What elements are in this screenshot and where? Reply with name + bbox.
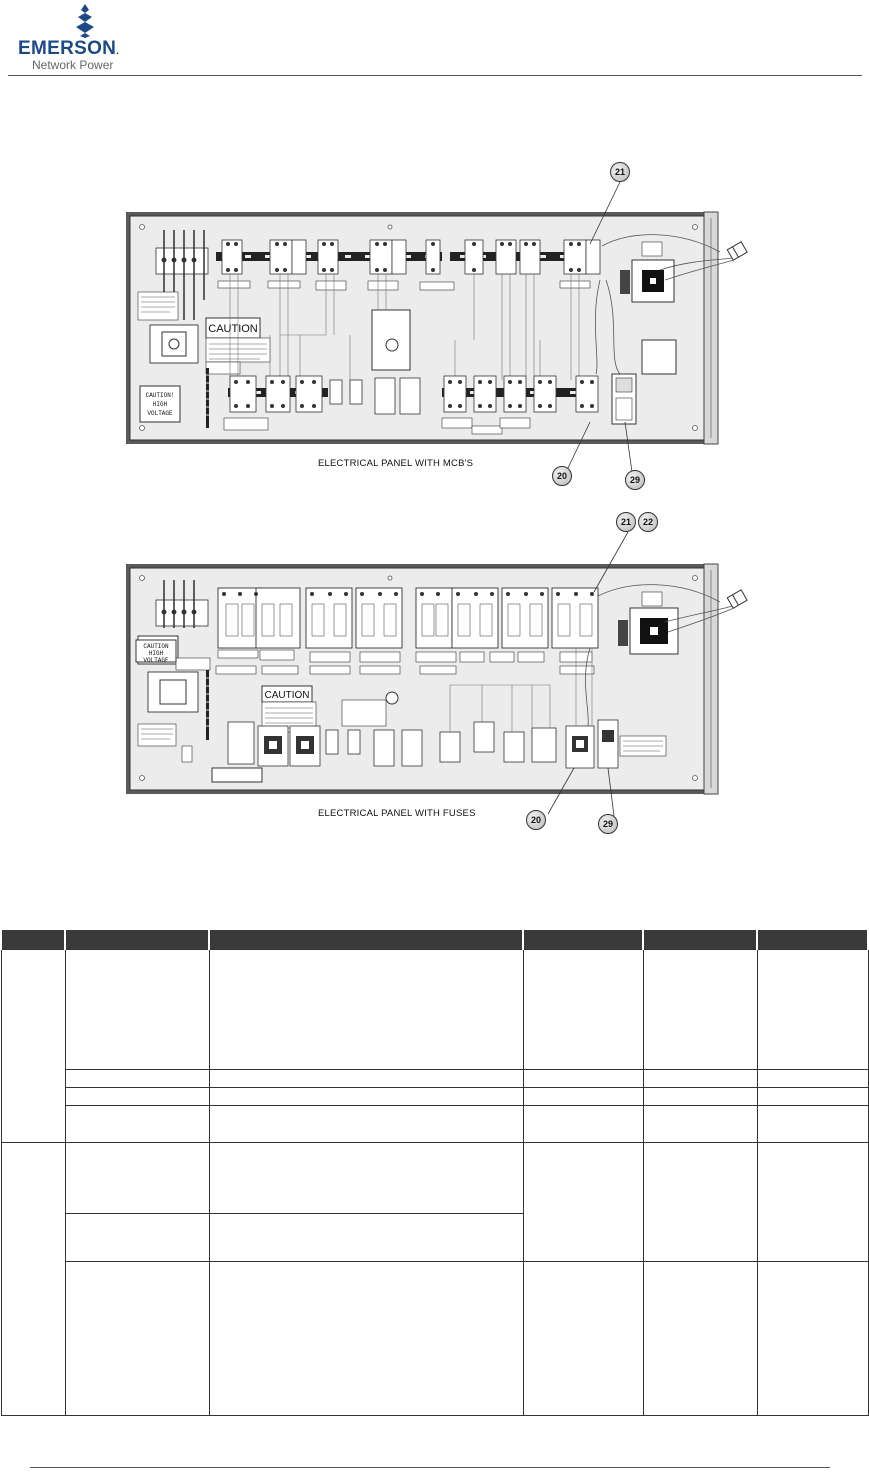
table-cell [1, 1142, 65, 1415]
page-header [0, 0, 869, 78]
emerson-logo-icon [70, 4, 100, 38]
table-cell [523, 1261, 643, 1415]
callout-29-fuses: 29 [598, 814, 618, 834]
panel-fuses-caution-sign: CAUTION [264, 690, 310, 701]
panel-mcb-figure [120, 160, 760, 490]
panel-fuses-caption: ELECTRICAL PANEL WITH FUSES [318, 808, 476, 819]
table-cell [209, 1105, 523, 1142]
panel-mcb-high: HIGH [152, 401, 168, 408]
table-header-cell [209, 930, 523, 949]
table-header-row [1, 930, 868, 949]
table-cell [523, 1069, 643, 1087]
table-cell [643, 1261, 757, 1415]
table-header-cell [643, 930, 757, 949]
panel-fuses-high: HIGH [148, 650, 164, 657]
panel-mcb-caution-hv: CAUTION! [145, 392, 175, 399]
table-header-cell [757, 930, 868, 949]
table-header-cell [523, 930, 643, 949]
table-cell [757, 1142, 868, 1261]
table-cell [523, 1087, 643, 1105]
callout-20-mcb: 20 [552, 466, 572, 486]
panel-mcb-drawing [120, 160, 760, 490]
table-header-cell [65, 930, 209, 949]
table-row [1, 1087, 868, 1105]
table-row [1, 1261, 868, 1415]
panel-fuses-caution-hv: CAUTION [143, 643, 169, 650]
table-cell [757, 1087, 868, 1105]
table-cell [65, 949, 209, 1069]
table-cell [65, 1213, 209, 1261]
table-cell [209, 1142, 523, 1213]
table-cell [209, 1069, 523, 1087]
table-cell [757, 949, 868, 1069]
panel-mcb-caution-sign: CAUTION [208, 323, 258, 335]
table-cell [643, 1087, 757, 1105]
brand-name: EMERSON. [18, 38, 120, 59]
table-cell [65, 1087, 209, 1105]
table-cell [65, 1069, 209, 1087]
table-cell [757, 1261, 868, 1415]
callout-22-fuses: 22 [638, 512, 658, 532]
callout-21-mcb: 21 [610, 162, 630, 182]
table-cell [757, 1105, 868, 1142]
table-header-cell [1, 930, 65, 949]
emerson-logo [18, 4, 158, 70]
panel-mcb-caption: ELECTRICAL PANEL WITH MCB'S [318, 458, 474, 469]
table-cell [65, 1261, 209, 1415]
table-cell [65, 1142, 209, 1213]
header-divider [8, 75, 862, 76]
table-row [1, 1142, 868, 1213]
table-cell [523, 1105, 643, 1142]
panel-fuses-figure [120, 510, 760, 840]
table-cell [209, 949, 523, 1069]
panel-mcb-voltage: VOLTAGE [147, 410, 173, 417]
table-cell [643, 1142, 757, 1261]
table-cell [209, 1087, 523, 1105]
table-cell [643, 1105, 757, 1142]
panel-fuses-drawing [120, 510, 760, 840]
table-row [1, 1069, 868, 1087]
footer-divider [30, 1467, 830, 1468]
table-cell [757, 1069, 868, 1087]
table-cell [643, 1069, 757, 1087]
table-cell [209, 1213, 523, 1261]
panel-fuses-voltage: VOLTAGE [143, 657, 169, 664]
table-row [1, 949, 868, 1069]
table-cell [523, 1142, 643, 1261]
table-cell [209, 1261, 523, 1415]
callout-29-mcb: 29 [625, 470, 645, 490]
brand-subtitle: Network Power [32, 58, 114, 72]
table-cell [523, 949, 643, 1069]
table-cell [65, 1105, 209, 1142]
table-cell [643, 949, 757, 1069]
callout-20-fuses: 20 [526, 810, 546, 830]
table-cell [1, 949, 65, 1142]
callout-21-fuses: 21 [616, 512, 636, 532]
table-row [1, 1105, 868, 1142]
spec-table [0, 930, 869, 1416]
